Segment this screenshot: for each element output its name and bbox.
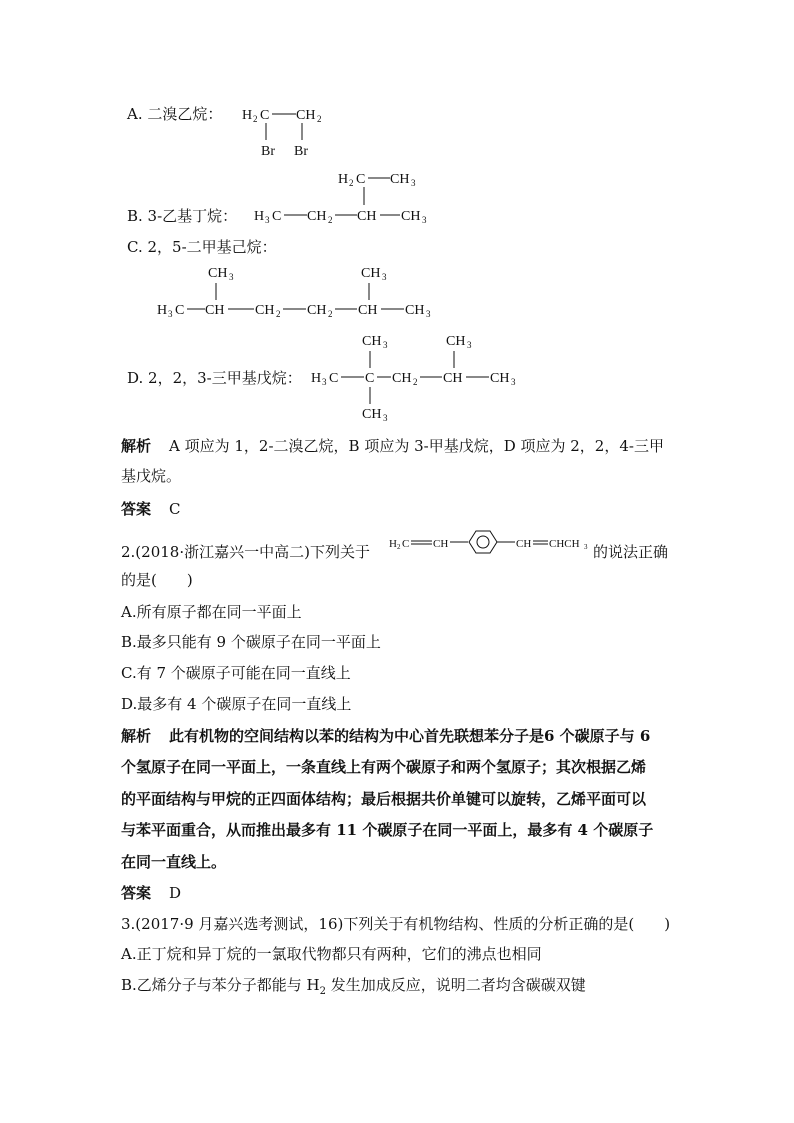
svg-text:CH: CH — [307, 209, 327, 224]
svg-text:3: 3 — [265, 215, 270, 225]
svg-text:CH: CH — [443, 371, 463, 386]
q1-answer: C — [169, 500, 181, 518]
svg-text:H: H — [389, 538, 397, 550]
q3-option-b-sub: 2 — [319, 986, 327, 997]
q2-stem-end: 的说法正确 — [593, 543, 669, 561]
svg-text:CH: CH — [205, 303, 225, 318]
q1-answer-tag: 答案 — [121, 500, 152, 518]
q1-analysis-tag: 解析 — [121, 437, 152, 455]
svg-text:H: H — [338, 172, 349, 187]
svg-text:CH: CH — [446, 334, 466, 349]
svg-text:2: 2 — [413, 377, 418, 387]
svg-text:3: 3 — [168, 309, 173, 319]
svg-text:C: C — [260, 108, 270, 123]
svg-text:C: C — [329, 371, 339, 386]
svg-text:2: 2 — [349, 178, 354, 188]
svg-text:C: C — [175, 303, 185, 318]
option-c-label: C. 2，5-二甲基己烷： — [127, 238, 277, 256]
q2-analysis-line5: 在同一直线上。 — [121, 853, 227, 871]
svg-text:CH: CH — [392, 371, 412, 386]
svg-text:2: 2 — [317, 114, 322, 124]
q3-stem: 3.(2017·9 月嘉兴选考测试，16)下列关于有机物结构、性质的分析正确的是( ) — [121, 915, 671, 933]
svg-text:2: 2 — [253, 114, 258, 124]
q2-option-d: D.最多有 4 个碳原子在同一直线上 — [121, 695, 352, 713]
svg-text:C: C — [365, 371, 375, 386]
svg-text:3: 3 — [422, 215, 427, 225]
svg-text:3: 3 — [511, 377, 516, 387]
svg-text:CH: CH — [358, 303, 378, 318]
svg-text:CH: CH — [307, 303, 327, 318]
q3-option-b — [121, 975, 586, 1002]
svg-text:2: 2 — [328, 215, 333, 225]
svg-text:3: 3 — [229, 272, 234, 282]
option-d-label: D. 2，2，3-三甲基戊烷： — [127, 369, 302, 387]
svg-text:3: 3 — [467, 340, 472, 350]
option-a-label: A. 二溴乙烷： — [127, 105, 223, 123]
structure-a — [242, 108, 322, 159]
svg-text:CH: CH — [208, 266, 228, 281]
svg-text:CH: CH — [357, 209, 377, 224]
q1-analysis-line2: 基戊烷。 — [121, 467, 182, 485]
svg-text:CH: CH — [390, 172, 410, 187]
svg-text:CH: CH — [405, 303, 425, 318]
q2-analysis-tag: 解析 — [121, 727, 152, 745]
q2-analysis-line1: 此有机物的空间结构以苯的结构为中心首先联想苯分子是6 个碳原子与 6 — [169, 727, 651, 745]
q3-option-b-post: 发生加成反应，说明二者均含碳碳双键 — [326, 976, 586, 994]
q2-option-b: B.最多只能有 9 个碳原子在同一平面上 — [121, 633, 381, 651]
q2-option-a: A.所有原子都在同一平面上 — [121, 603, 302, 621]
q2-stem-line2: 的是( ) — [121, 571, 193, 589]
svg-text:CH: CH — [296, 108, 316, 123]
svg-text:Br: Br — [294, 144, 308, 159]
structure-q2 — [389, 531, 588, 553]
svg-text:CH: CH — [362, 407, 382, 422]
svg-text:2: 2 — [328, 309, 333, 319]
svg-text:3: 3 — [383, 413, 388, 423]
q2-stem-start: 2.(2018·浙江嘉兴一中高二)下列关于 — [121, 543, 370, 561]
svg-text:H: H — [157, 303, 168, 318]
svg-text:CHCH: CHCH — [549, 538, 580, 550]
svg-text:H: H — [242, 108, 253, 123]
structure-c — [157, 266, 431, 319]
structure-b — [254, 172, 427, 225]
svg-text:CH: CH — [490, 371, 510, 386]
svg-text:C: C — [356, 172, 366, 187]
svg-text:CH: CH — [433, 538, 449, 550]
structure-d — [311, 334, 516, 423]
svg-text:CH: CH — [362, 334, 382, 349]
option-b-label: B. 3-乙基丁烷： — [127, 207, 238, 225]
svg-text:C: C — [272, 209, 282, 224]
svg-text:3: 3 — [382, 272, 387, 282]
svg-text:C: C — [402, 538, 410, 550]
q1-analysis-line1: A 项应为 1，2-二溴乙烷，B 项应为 3-甲基戊烷，D 项应为 2，2，4-三甲 — [169, 437, 664, 455]
svg-text:3: 3 — [383, 340, 388, 350]
q3-option-a: A.正丁烷和异丁烷的一氯取代物都只有两种，它们的沸点也相同 — [121, 945, 542, 963]
q2-analysis-line2: 个氢原子在同一平面上，一条直线上有两个碳原子和两个氢原子；其次根据乙烯 — [121, 758, 647, 776]
svg-text:2: 2 — [276, 309, 281, 319]
svg-text:2: 2 — [397, 543, 401, 551]
q2-analysis-line4: 与苯平面重合，从而推出最多有 11 个碳原子在同一平面上，最多有 4 个碳原子 — [121, 821, 654, 839]
q2-option-c: C.有 7 个碳原子可能在同一直线上 — [121, 664, 351, 682]
svg-text:CH: CH — [516, 538, 532, 550]
svg-text:3: 3 — [426, 309, 431, 319]
svg-text:Br: Br — [261, 144, 275, 159]
svg-text:CH: CH — [401, 209, 421, 224]
svg-text:3: 3 — [411, 178, 416, 188]
svg-text:H: H — [254, 209, 265, 224]
q2-answer-tag: 答案 — [121, 884, 152, 902]
q2-answer: D — [169, 884, 182, 902]
svg-text:CH: CH — [361, 266, 381, 281]
svg-text:3: 3 — [322, 377, 327, 387]
svg-text:H: H — [311, 371, 322, 386]
svg-text:3: 3 — [584, 543, 588, 551]
q2-analysis-line3: 的平面结构与甲烷的正四面体结构；最后根据共价单键可以旋转，乙烯平面可以 — [121, 790, 647, 808]
svg-text:CH: CH — [255, 303, 275, 318]
q3-option-b-pre: B.乙烯分子与苯分子都能与 H — [121, 976, 320, 994]
